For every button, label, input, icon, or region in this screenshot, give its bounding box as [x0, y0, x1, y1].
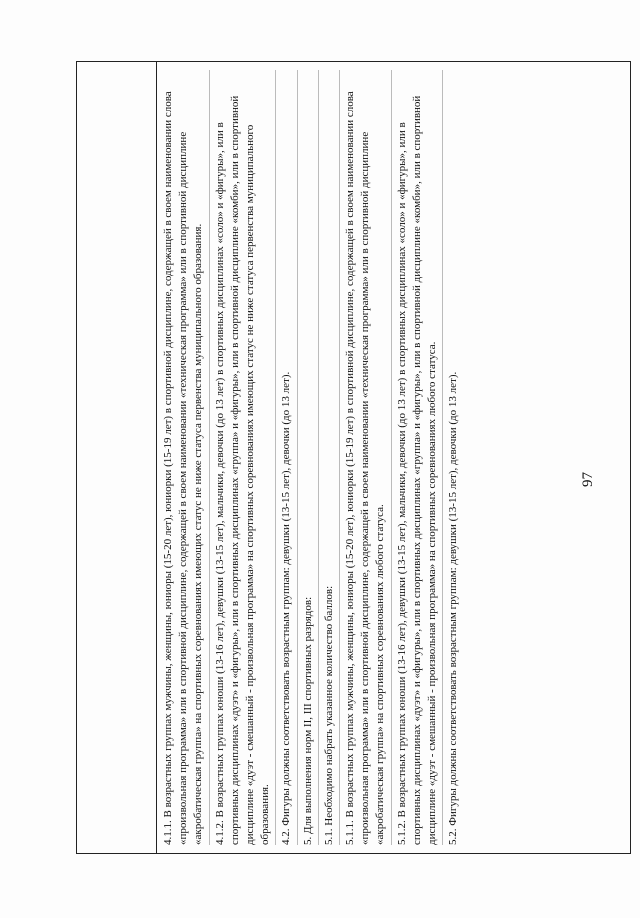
paragraph-5-1-2: 5.1.2. В возрастных группах юноши (13-16 лет), девушки (13-15 лет), мальчики, девочки (до 13 лет) в спортивных дисциплинах «соло» и «фигуры», или в спортивных дисциплинах «дуэт» и «фигуры», или в спортивных дисциплинах «группа» и «фигуры», или в спортивной дисциплине «комби», или в спортивной дисциплине «дуэт - смешанный - произвольная программа» на спортивных соревнованиях любого статуса. [395, 95, 439, 845]
paragraph-5-1-1: 5.1.1. В возрастных группах мужчины, женщины, юниоры (15-20 лет), юниорки (15-19 лет) в спортивной дисциплине, содержащей в своем наименовании слова «произвольная программа» или в спортивной дисциплине, содержащей в своем наименовании «техническая программа» или в спортивной дисциплине «акробатическая группа» на спортивных соревнованиях любого статуса. [344, 91, 387, 845]
paragraph-4-1-1: 4.1.1. В возрастных группах мужчины, женщины, юниоры (15-20 лет), юниорки (15-19 лет) в спортивной дисциплине, содержащей в своем наименовании слова «произвольная программа» или в спортивной дисциплине, содержащей в своем наименовании «техническая программа» или в спортивной дисциплине «акробатическая группа» на спортивных соревнованиях имеющих статус не ниже статуса первенства муниципального образования. [162, 91, 205, 845]
rules-table [76, 61, 631, 854]
page-number: 97 [580, 472, 596, 487]
row-divider [209, 70, 210, 845]
paragraph-5-2: 5.2. Фигуры должны соответствовать возрастным группам: девушки (13-15 лет), девочки (до 13 лет). [447, 371, 460, 845]
paragraph-5: 5. Для выполнения норм II, III спортивных разрядов: [301, 596, 314, 845]
paragraph-4-2: 4.2. Фигуры должны соответствовать возрастным группам: девушки (13-15 лет), девочки (до 13 лет). [280, 371, 293, 845]
row-divider [318, 70, 319, 845]
row-divider [275, 70, 276, 845]
table-text-column [157, 62, 463, 853]
rotated-sheet [76, 61, 631, 854]
row-divider [297, 70, 298, 845]
row-divider [339, 70, 340, 845]
paragraph-4-1-2: 4.1.2. В возрастных группах юноши (13-16 лет), девушки (13-15 лет), мальчики, девочки (до 13 лет) в спортивных дисциплинах «соло» и «фигуры», или в спортивных дисциплинах «дуэт» и «фигуры», или в спортивных дисциплинах «группа» и «фигуры», или в спортивной дисциплине «комби», или в спортивной дисциплине «дуэт - смешанный - произвольная программа» на спортивных соревнованиях имеющих статус не ниже статуса первенства муниципального образования. [213, 95, 272, 845]
row-divider [391, 70, 392, 845]
table-empty-column [77, 62, 157, 853]
paragraph-5-1: 5.1. Необходимо набрать указанное количество баллов: [322, 585, 335, 845]
row-divider [442, 70, 443, 845]
